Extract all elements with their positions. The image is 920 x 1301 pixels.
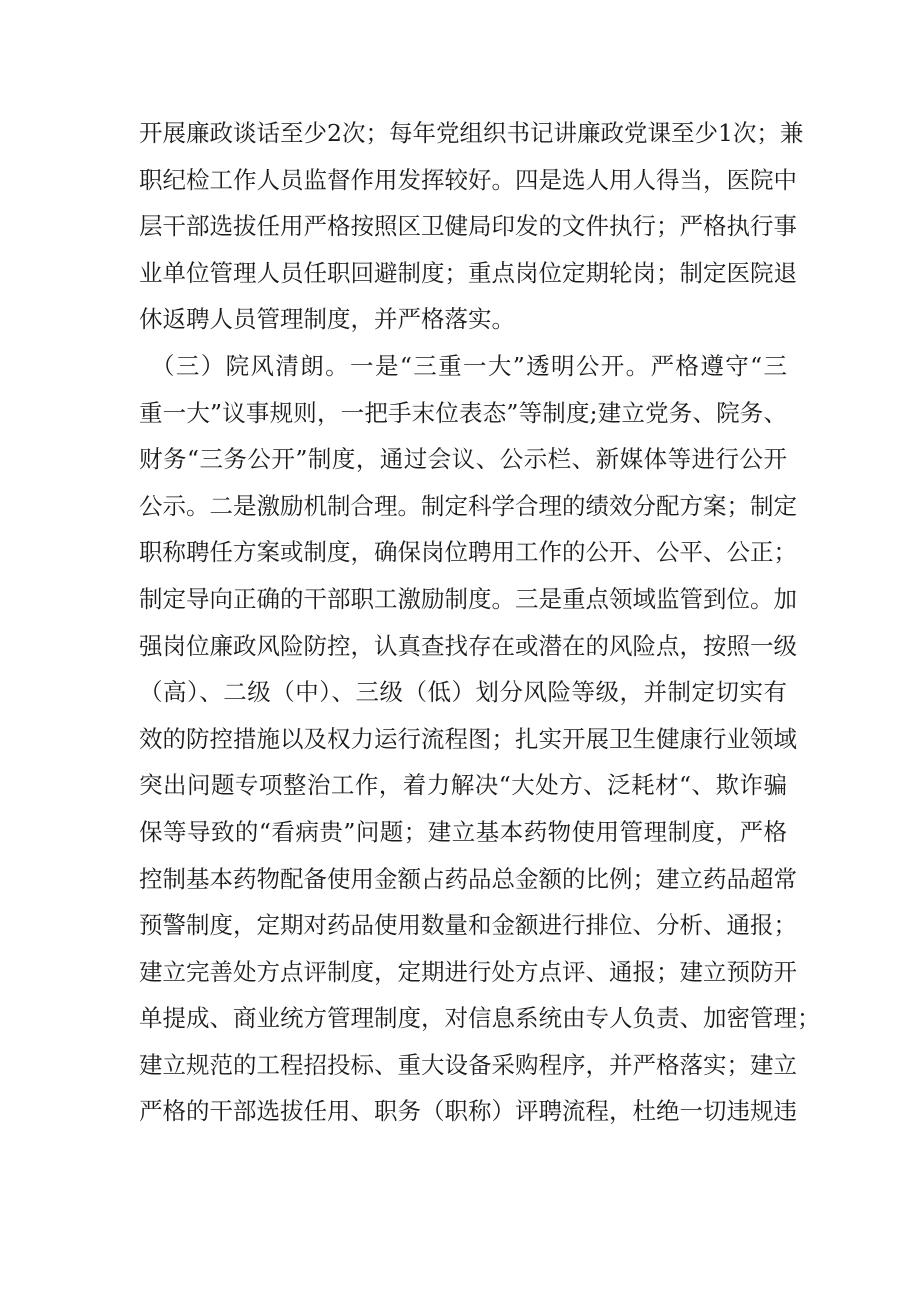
text-line-4: 业单位管理人员任职回避制度；重点岗位定期轮岗；制定医院退	[139, 258, 797, 287]
text-line-9: 公示。二是激励机制合理。制定科学合理的绩效分配方案；制定	[139, 491, 797, 520]
text-line-8: 财务“三务公开”制度，通过会议、公示栏、新媒体等进行公开	[139, 445, 787, 474]
text-line-18: 预警制度，定期对药品使用数量和金额进行排位、分析、通报；	[139, 911, 797, 940]
text-line-10: 职称聘任方案或制度，确保岗位聘用工作的公开、公平、公正；	[139, 538, 797, 567]
text-line-3: 层干部选拔任用严格按照区卫健局印发的文件执行；严格执行事	[139, 212, 797, 241]
text-line-17: 控制基本药物配备使用金额占药品总金额的比例；建立药品超常	[139, 864, 797, 893]
text-line-13: （高）、二级（中）、三级（低）划分风险等级，并制定切实有	[139, 678, 787, 707]
text-line-1: 开展廉政谈话至少2次；每年党组织书记讲廉政党课至少1次；兼	[139, 119, 804, 147]
text-line-15: 突出问题专项整治工作，着力解决“大处方、泛耗材“、欺诈骗	[139, 771, 787, 800]
text-line-6: （三）院风清朗。一是“三重一大”透明公开。严格遵守“三	[151, 351, 787, 380]
text-line-12: 强岗位廉政风险防控，认真查找存在或潜在的风险点，按照一级	[139, 631, 797, 660]
text-line-22: 严格的干部选拔任用、职务（职称）评聘流程，杜绝一切违规违	[139, 1097, 797, 1126]
text-line-20: 单提成、商业统方管理制度，对信息系统由专人负责、加密管理；	[139, 1004, 821, 1033]
text-line-7: 重一大”议事规则，一把手末位表态”等制度;建立党务、院务、	[139, 398, 787, 427]
text-line-16: 保等导致的“看病贵”问题；建立基本药物使用管理制度，严格	[139, 817, 787, 846]
body-text	[139, 110, 821, 1135]
text-line-19: 建立完善处方点评制度，定期进行处方点评、通报；建立预防开	[139, 957, 797, 986]
text-line-14: 效的防控措施以及权力运行流程图；扎实开展卫生健康行业领域	[139, 724, 797, 753]
text-line-11: 制定导向正确的干部职工激励制度。三是重点领域监管到位。加	[139, 584, 797, 613]
text-line-21: 建立规范的工程招投标、重大设备采购程序，并严格落实；建立	[139, 1050, 797, 1079]
text-line-5: 休返聘人员管理制度，并严格落实。	[139, 305, 515, 334]
text-line-2: 职纪检工作人员监督作用发挥较好。四是选人用人得当，医院中	[139, 165, 797, 194]
